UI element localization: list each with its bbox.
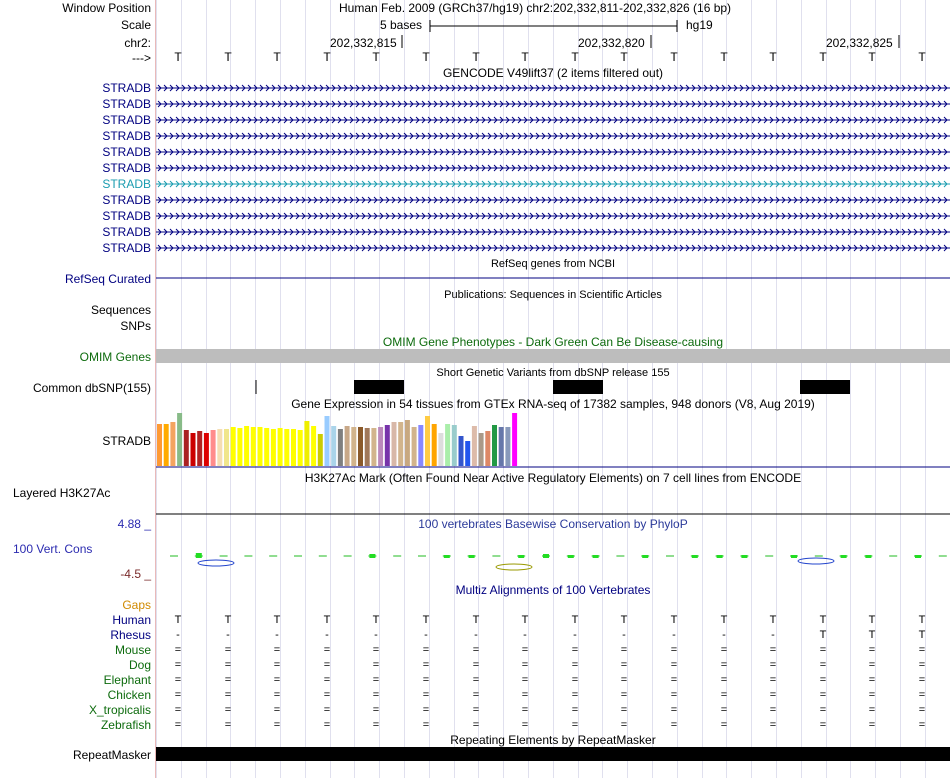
gtex-bar [492, 425, 497, 466]
alignment-base: = [918, 674, 926, 686]
alignment-base: T [819, 614, 827, 626]
phylop-score-bar [692, 555, 698, 558]
alignment-base: = [422, 689, 430, 701]
base-letter: T [918, 50, 926, 64]
alignment-base: - [474, 629, 478, 641]
alignment-base: = [372, 689, 380, 701]
gencode-transcripts[interactable] [156, 80, 950, 256]
alignment-base: = [571, 674, 579, 686]
label-cons-bottom: -4.5 _ [120, 567, 151, 581]
base-letter: T [323, 50, 331, 64]
alignment-base: - [523, 629, 527, 641]
gtex-bar [191, 433, 196, 466]
alignment-base: = [769, 704, 777, 716]
alignment-base: T [769, 614, 777, 626]
alignment-base: = [174, 674, 182, 686]
alignment-base: = [819, 674, 827, 686]
gtex-bar [325, 416, 330, 466]
alignment-base: = [868, 704, 876, 716]
alignment-base: = [273, 704, 281, 716]
alignment-base: = [174, 659, 182, 671]
phylop-conservation-plot[interactable] [156, 540, 950, 576]
alignment-base: = [670, 704, 678, 716]
alignment-base: = [918, 659, 926, 671]
alignment-base: = [571, 719, 579, 731]
alignment-base: = [720, 719, 728, 731]
alignment-base: = [273, 644, 281, 656]
label-cons-name[interactable]: 100 Vert. Cons [13, 542, 93, 556]
label-species-chicken: Chicken [107, 688, 151, 702]
alignment-base: = [521, 704, 529, 716]
alignment-base: = [472, 659, 480, 671]
alignment-base: = [372, 674, 380, 686]
gtex-bar [351, 427, 356, 466]
alignment-base: = [819, 719, 827, 731]
alignment-base: = [472, 644, 480, 656]
label-stradb-7[interactable]: STRADB [102, 177, 151, 191]
phylop-feature-mark [798, 558, 834, 564]
alignment-base: T [422, 614, 430, 626]
alignment-base: = [819, 704, 827, 716]
label-species-rhesus: Rhesus [110, 628, 151, 642]
label-cons-top: 4.88 _ [117, 517, 151, 531]
gtex-bar [284, 429, 289, 466]
gtex-bar [217, 429, 222, 466]
alignment-base: = [174, 719, 182, 731]
alignment-base: T [521, 614, 529, 626]
alignment-base: T [224, 614, 232, 626]
phylop-track-title: 100 vertebrates Basewise Conservation by PhyloP [418, 517, 688, 531]
alignment-base: = [472, 689, 480, 701]
alignment-base: = [720, 659, 728, 671]
gtex-bar [258, 427, 263, 466]
alignment-base: = [521, 689, 529, 701]
alignment-base: T [918, 629, 926, 641]
alignment-base: = [224, 704, 232, 716]
label-species-dog: Dog [128, 658, 151, 672]
gtex-bar [170, 422, 175, 466]
alignment-base: - [424, 629, 428, 641]
base-letter: T [769, 50, 777, 64]
gtex-bar [358, 427, 363, 466]
gtex-expression-bars[interactable] [156, 410, 950, 468]
gtex-bar [177, 413, 182, 466]
alignment-base: = [670, 719, 678, 731]
label-sequences[interactable]: Sequences [90, 303, 151, 317]
alignment-base: = [174, 689, 182, 701]
alignment-base: = [769, 659, 777, 671]
base-letter: T [571, 50, 579, 64]
base-letter: T [670, 50, 678, 64]
coord-label-2: 202,332,820 [578, 36, 645, 50]
h3k27ac-track-title: H3K27Ac Mark (Often Found Near Active Regulatory Elements) on 7 cell lines from ENCODE [304, 471, 802, 485]
label-species-zebrafish: Zebrafish [100, 718, 151, 732]
gtex-bar [157, 424, 162, 466]
alignment-base: = [273, 659, 281, 671]
alignment-base: = [918, 704, 926, 716]
gtex-bar [385, 425, 390, 466]
alignment-base: = [571, 659, 579, 671]
label-stradb-3[interactable]: STRADB [102, 113, 151, 127]
label-gtex-stradb[interactable]: STRADB [102, 434, 151, 448]
gtex-bar [197, 431, 202, 466]
label-stradb-4[interactable]: STRADB [102, 129, 151, 143]
alignment-base: = [918, 689, 926, 701]
label-species-x-tropicalis: X_tropicalis [88, 703, 151, 717]
gtex-bar [425, 416, 430, 466]
alignment-base: = [422, 704, 430, 716]
alignment-base: = [422, 659, 430, 671]
multiz-track-title: Multiz Alignments of 100 Vertebrates [455, 583, 651, 597]
alignment-base: = [422, 674, 430, 686]
label-refseq[interactable]: RefSeq Curated [64, 272, 151, 286]
dbsnp-track-title: Short Genetic Variants from dbSNP release 155 [436, 367, 670, 379]
alignment-base: = [372, 719, 380, 731]
alignment-base: = [224, 674, 232, 686]
phylop-score-bar [741, 555, 747, 558]
alignment-base: = [868, 719, 876, 731]
alignment-base: = [521, 659, 529, 671]
alignment-base: = [868, 689, 876, 701]
alignment-base: = [372, 644, 380, 656]
gtex-bar [298, 430, 303, 466]
gtex-bar [184, 430, 189, 466]
omim-gene-bar[interactable] [156, 349, 950, 363]
gtex-bar [512, 413, 517, 466]
gtex-bar [291, 429, 296, 466]
phylop-score-bar [543, 554, 549, 558]
alignment-base: = [769, 689, 777, 701]
gtex-bar [459, 436, 464, 466]
label-gaps: Gaps [122, 598, 151, 612]
label-stradb-5[interactable]: STRADB [102, 145, 151, 159]
scale-text: 5 bases [380, 18, 423, 32]
alignment-base: = [372, 659, 380, 671]
phylop-score-bar [841, 555, 847, 558]
gtex-bar [304, 421, 309, 466]
gtex-bar [371, 428, 376, 466]
alignment-base: = [620, 674, 628, 686]
gtex-bar [331, 426, 336, 466]
label-stradb-1[interactable]: STRADB [102, 81, 151, 95]
publications-track-title: Publications: Sequences in Scientific Articles [444, 289, 662, 301]
label-stradb-10[interactable]: STRADB [102, 225, 151, 239]
assembly-text: hg19 [686, 18, 713, 32]
base-letter: T [868, 50, 876, 64]
alignment-base: = [918, 644, 926, 656]
alignment-base: = [868, 674, 876, 686]
alignment-base: = [323, 704, 331, 716]
alignment-base: T [472, 614, 480, 626]
base-letter: T [720, 50, 728, 64]
gtex-bar [452, 425, 457, 466]
phylop-score-bar [518, 555, 524, 558]
gtex-bar [398, 422, 403, 466]
alignment-base: - [374, 629, 378, 641]
gtex-bar [412, 427, 417, 466]
label-stradb-6[interactable]: STRADB [102, 161, 151, 175]
gtex-bar [311, 426, 316, 466]
omim-track-title: OMIM Gene Phenotypes - Dark Green Can Be Disease-causing [382, 335, 724, 349]
phylop-score-bar [469, 555, 475, 558]
gtex-bar [485, 431, 490, 466]
label-chr: chr2: [124, 36, 151, 50]
alignment-base: T [670, 614, 678, 626]
label-stradb-2[interactable]: STRADB [102, 97, 151, 111]
phylop-score-bar [791, 555, 797, 558]
alignment-base: = [174, 704, 182, 716]
label-repeatmasker[interactable]: RepeatMasker [72, 748, 151, 762]
label-stradb-9[interactable]: STRADB [102, 209, 151, 223]
gtex-bar [392, 422, 397, 466]
phylop-score-bar [196, 553, 202, 558]
base-letter: T [521, 50, 529, 64]
gtex-bar [345, 426, 350, 466]
alignment-base: - [722, 629, 726, 641]
alignment-base: T [720, 614, 728, 626]
alignment-base: = [174, 644, 182, 656]
alignment-base: = [422, 719, 430, 731]
alignment-base: - [325, 629, 329, 641]
alignment-base: = [620, 719, 628, 731]
alignment-base: = [323, 689, 331, 701]
coord-label-3: 202,332,825 [826, 36, 893, 50]
alignment-base: = [571, 644, 579, 656]
gtex-bar [465, 441, 470, 466]
alignment-base: T [819, 629, 827, 641]
alignment-base: = [670, 674, 678, 686]
phylop-feature-mark [496, 564, 532, 570]
alignment-base: T [273, 614, 281, 626]
alignment-base: = [521, 674, 529, 686]
alignment-base: T [868, 629, 876, 641]
alignment-base: - [672, 629, 676, 641]
alignment-base: = [472, 674, 480, 686]
alignment-base: = [868, 644, 876, 656]
coord-ticks [156, 35, 950, 49]
alignment-base: = [472, 704, 480, 716]
alignment-base: = [620, 644, 628, 656]
base-letter: T [819, 50, 827, 64]
repeatmasker-track-title: Repeating Elements by RepeatMasker [450, 733, 656, 747]
gtex-bar [318, 434, 323, 466]
gtex-bar [271, 429, 276, 466]
alignment-base: = [571, 689, 579, 701]
alignment-base: = [224, 689, 232, 701]
alignment-base: T [372, 614, 380, 626]
refseq-track-title: RefSeq genes from NCBI [490, 258, 616, 270]
window-position-text: Human Feb. 2009 (GRCh37/hg19) chr2:202,332,811-202,332,826 (16 bp) [339, 1, 732, 15]
phylop-score-bar [593, 555, 599, 558]
label-species-mouse: Mouse [114, 643, 151, 657]
gtex-bar [211, 430, 216, 466]
alignment-base: - [275, 629, 279, 641]
alignment-base: = [819, 644, 827, 656]
alignment-base: = [670, 689, 678, 701]
alignment-base: T [323, 614, 331, 626]
base-letter: T [422, 50, 430, 64]
alignment-base: - [176, 629, 180, 641]
label-omim[interactable]: OMIM Genes [79, 350, 151, 364]
alignment-base: = [819, 689, 827, 701]
gtex-bar [499, 427, 504, 466]
label-stradb-11[interactable]: STRADB [102, 241, 151, 255]
gtex-bar [244, 426, 249, 466]
alignment-base: T [174, 614, 182, 626]
alignment-base: = [868, 659, 876, 671]
gtex-bar [164, 424, 169, 466]
alignment-base: = [819, 659, 827, 671]
alignment-base: = [323, 719, 331, 731]
alignment-base: T [571, 614, 579, 626]
base-letter: T [620, 50, 628, 64]
label-species-elephant: Elephant [103, 673, 151, 687]
alignment-base: = [620, 704, 628, 716]
alignment-base: - [771, 629, 775, 641]
label-species-human: Human [112, 613, 151, 627]
alignment-base: = [670, 644, 678, 656]
alignment-base: = [273, 719, 281, 731]
gtex-bar [264, 428, 269, 466]
phylop-score-bar [865, 555, 871, 558]
repeatmasker-bar[interactable] [156, 747, 950, 761]
alignment-base: = [273, 689, 281, 701]
gtex-bar [251, 427, 256, 466]
label-snps[interactable]: SNPs [120, 319, 151, 333]
refseq-line[interactable] [156, 272, 950, 284]
gtex-bar [432, 424, 437, 466]
phylop-score-bar [369, 554, 375, 558]
alignment-base: = [620, 659, 628, 671]
gencode-track-title: GENCODE V49lift37 (2 items filtered out) [442, 66, 664, 80]
base-letter: T [273, 50, 281, 64]
alignment-base: - [622, 629, 626, 641]
alignment-base: = [224, 644, 232, 656]
alignment-base: = [769, 674, 777, 686]
alignment-base: = [323, 644, 331, 656]
gtex-bar [231, 427, 236, 466]
alignment-base: = [720, 644, 728, 656]
phylop-feature-mark [198, 560, 234, 566]
alignment-base: = [323, 674, 331, 686]
alignment-base: = [670, 659, 678, 671]
gtex-bar [445, 424, 450, 466]
phylop-score-bar [444, 555, 450, 558]
label-common-dbsnp[interactable]: Common dbSNP(155) [32, 381, 151, 395]
gtex-bar [338, 429, 343, 466]
phylop-score-bar [717, 555, 723, 558]
gtex-bar [237, 428, 242, 466]
gtex-bar [505, 427, 510, 466]
gtex-bar [479, 433, 484, 466]
gtex-bar [472, 426, 477, 466]
alignment-base: = [720, 704, 728, 716]
label-arrow: ---> [132, 51, 151, 65]
base-letter: T [472, 50, 480, 64]
base-letter: T [174, 50, 182, 64]
label-layered-h3k27ac[interactable]: Layered H3K27Ac [13, 486, 111, 500]
alignment-base: = [422, 644, 430, 656]
alignment-base: = [571, 704, 579, 716]
phylop-score-bar [568, 555, 574, 558]
gtex-bar [224, 429, 229, 466]
gtex-bar [278, 428, 283, 466]
alignment-base: = [769, 719, 777, 731]
alignment-base: = [769, 644, 777, 656]
label-window-position: Window Position [62, 1, 151, 15]
track-labels-panel [0, 0, 156, 778]
gtex-bar [405, 420, 410, 466]
phylop-score-bar [915, 555, 921, 558]
alignment-base: = [224, 719, 232, 731]
alignment-base: = [620, 689, 628, 701]
gtex-bar [438, 433, 443, 466]
alignment-base: = [521, 719, 529, 731]
base-letter: T [224, 50, 232, 64]
gtex-track-title: Gene Expression in 54 tissues from GTEx RNA-seq of 17382 samples, 948 donors (V8, Aug 2019) [291, 397, 815, 411]
alignment-base: T [620, 614, 628, 626]
alignment-base: = [918, 719, 926, 731]
alignment-base: = [323, 659, 331, 671]
alignment-base: = [521, 644, 529, 656]
coord-label-1: 202,332,815 [330, 36, 397, 50]
label-scale: Scale [120, 18, 151, 32]
track-image-panel[interactable] [156, 0, 950, 778]
alignment-base: T [918, 614, 926, 626]
gtex-bar [365, 428, 370, 466]
gtex-bar [378, 427, 383, 466]
alignment-base: - [226, 629, 230, 641]
alignment-base: = [720, 674, 728, 686]
gtex-bar [204, 433, 209, 466]
alignment-base: = [720, 689, 728, 701]
alignment-base: = [472, 719, 480, 731]
base-letter: T [372, 50, 380, 64]
alignment-base: = [273, 674, 281, 686]
scale-bar [156, 18, 950, 34]
label-stradb-8[interactable]: STRADB [102, 193, 151, 207]
phylop-score-bar [642, 555, 648, 558]
dbsnp-variants[interactable] [156, 380, 950, 394]
alignment-base: T [868, 614, 876, 626]
alignment-base: - [573, 629, 577, 641]
alignment-base: = [372, 704, 380, 716]
gtex-bar [418, 425, 423, 466]
alignment-base: = [224, 659, 232, 671]
